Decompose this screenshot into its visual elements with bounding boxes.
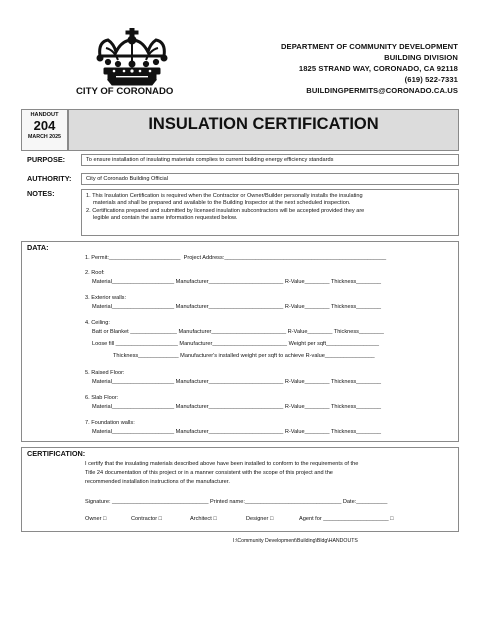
page-title: INSULATION CERTIFICATION — [148, 115, 379, 133]
roof-title: 2. Roof: — [85, 270, 105, 276]
purpose-text: To ensure installation of insulating materials complies to current building energy efficiency standards — [86, 157, 334, 163]
exterior-walls-title: 3. Exterior walls: — [85, 295, 127, 301]
foundation-walls-material-line[interactable]: Material____________________ Manufacturer________________________ R-Value________ Thickness________ — [92, 429, 382, 435]
division-name: BUILDING DIVISION — [384, 53, 458, 62]
foundation-walls-title: 7. Foundation walls: — [85, 420, 135, 426]
note-line: 1. This Insulation Certification is required when the Contractor or Owner/Builder personally installs the insulating — [86, 193, 363, 199]
purpose-box — [81, 154, 459, 166]
role-contractor-checkbox[interactable]: Contractor □ — [131, 516, 163, 522]
certification-text: I certify that the insulating materials described above have been installed to conform to the requirements of the — [85, 461, 359, 467]
ceiling-thickness-line[interactable]: Thickness_____________ Manufacturer's installed weight per sqft to achieve R-value________________ — [113, 353, 375, 359]
signature-line[interactable]: Signature: _______________________________ Printed name:_______________________________ Date:__________ — [85, 499, 388, 505]
raised-floor-title: 5. Raised Floor: — [85, 370, 125, 376]
notes-box — [81, 189, 459, 236]
purpose-label: PURPOSE: — [27, 155, 66, 164]
raised-floor-material-line[interactable]: Material____________________ Manufacturer________________________ R-Value________ Thickness________ — [92, 379, 382, 385]
city-name: CITY OF CORONADO — [76, 86, 174, 97]
exterior-walls-material-line[interactable]: Material____________________ Manufacturer________________________ R-Value________ Thickness________ — [92, 304, 382, 310]
authority-label: AUTHORITY: — [27, 174, 72, 183]
department-address: 1825 STRAND WAY, CORONADO, CA 92118 — [298, 64, 458, 73]
note-line: materials and shall be prepared and available to the Building Inspector at the next scheduled inspection. — [93, 200, 351, 207]
data-label: DATA: — [27, 243, 49, 252]
certification-text: recommended installation instructions of the manufacturer. — [85, 479, 230, 485]
department-name: DEPARTMENT OF COMMUNITY DEVELOPMENT — [280, 42, 458, 51]
footer-file-path: I:\Community Development\Building\Bldg\HANDOUTS — [233, 538, 358, 544]
ceiling-loose-fill-line[interactable]: Loose fill ____________________ Manufacturer________________________ Weight per sqft_________________ — [92, 341, 379, 347]
slab-floor-material-line[interactable]: Material____________________ Manufacturer________________________ R-Value________ Thickness________ — [92, 404, 382, 410]
ceiling-batt-line[interactable]: Batt or Blanket _______________ Manufacturer________________________ R-Value________ Thickness________ — [92, 329, 384, 335]
ceiling-title: 4. Ceiling: — [85, 320, 110, 326]
crown-logo — [94, 28, 170, 86]
roof-material-line[interactable]: Material____________________ Manufacturer________________________ R-Value________ Thickness________ — [92, 279, 382, 285]
permit-line[interactable]: 1. Permit:_______________________ Project Address:____________________________________________________ — [85, 255, 387, 261]
authority-text: City of Coronado Building Official — [86, 176, 168, 182]
authority-box — [81, 173, 459, 185]
role-architect-checkbox[interactable]: Architect □ — [190, 516, 217, 522]
certification-text: Title 24 documentation of this project or in a manner consistent with the scope of this project and the — [85, 470, 333, 476]
slab-floor-title: 6. Slab Floor: — [85, 395, 119, 401]
department-phone: (619) 522-7331 — [404, 75, 458, 84]
role-owner-checkbox[interactable]: Owner □ — [85, 516, 107, 522]
handout-number: 204 — [33, 118, 56, 133]
note-line: legible and contain the same information requested below. — [93, 215, 238, 222]
role-designer-checkbox[interactable]: Designer □ — [246, 516, 274, 522]
title-box — [68, 109, 459, 151]
handout-date: MARCH 2025 — [28, 134, 61, 140]
note-line: 2. Certifications prepared and submitted by licensed insulation subcontractors will be accepted provided they are — [86, 207, 365, 214]
handout-label: HANDOUT — [30, 112, 59, 118]
certification-label: CERTIFICATION: — [27, 449, 86, 458]
handout-box — [21, 109, 68, 151]
department-email: BUILDINGPERMITS@CORONADO.CA.US — [306, 86, 458, 95]
role-agent-checkbox[interactable]: Agent for _____________________ □ — [299, 516, 394, 522]
notes-label: NOTES: — [27, 189, 55, 198]
